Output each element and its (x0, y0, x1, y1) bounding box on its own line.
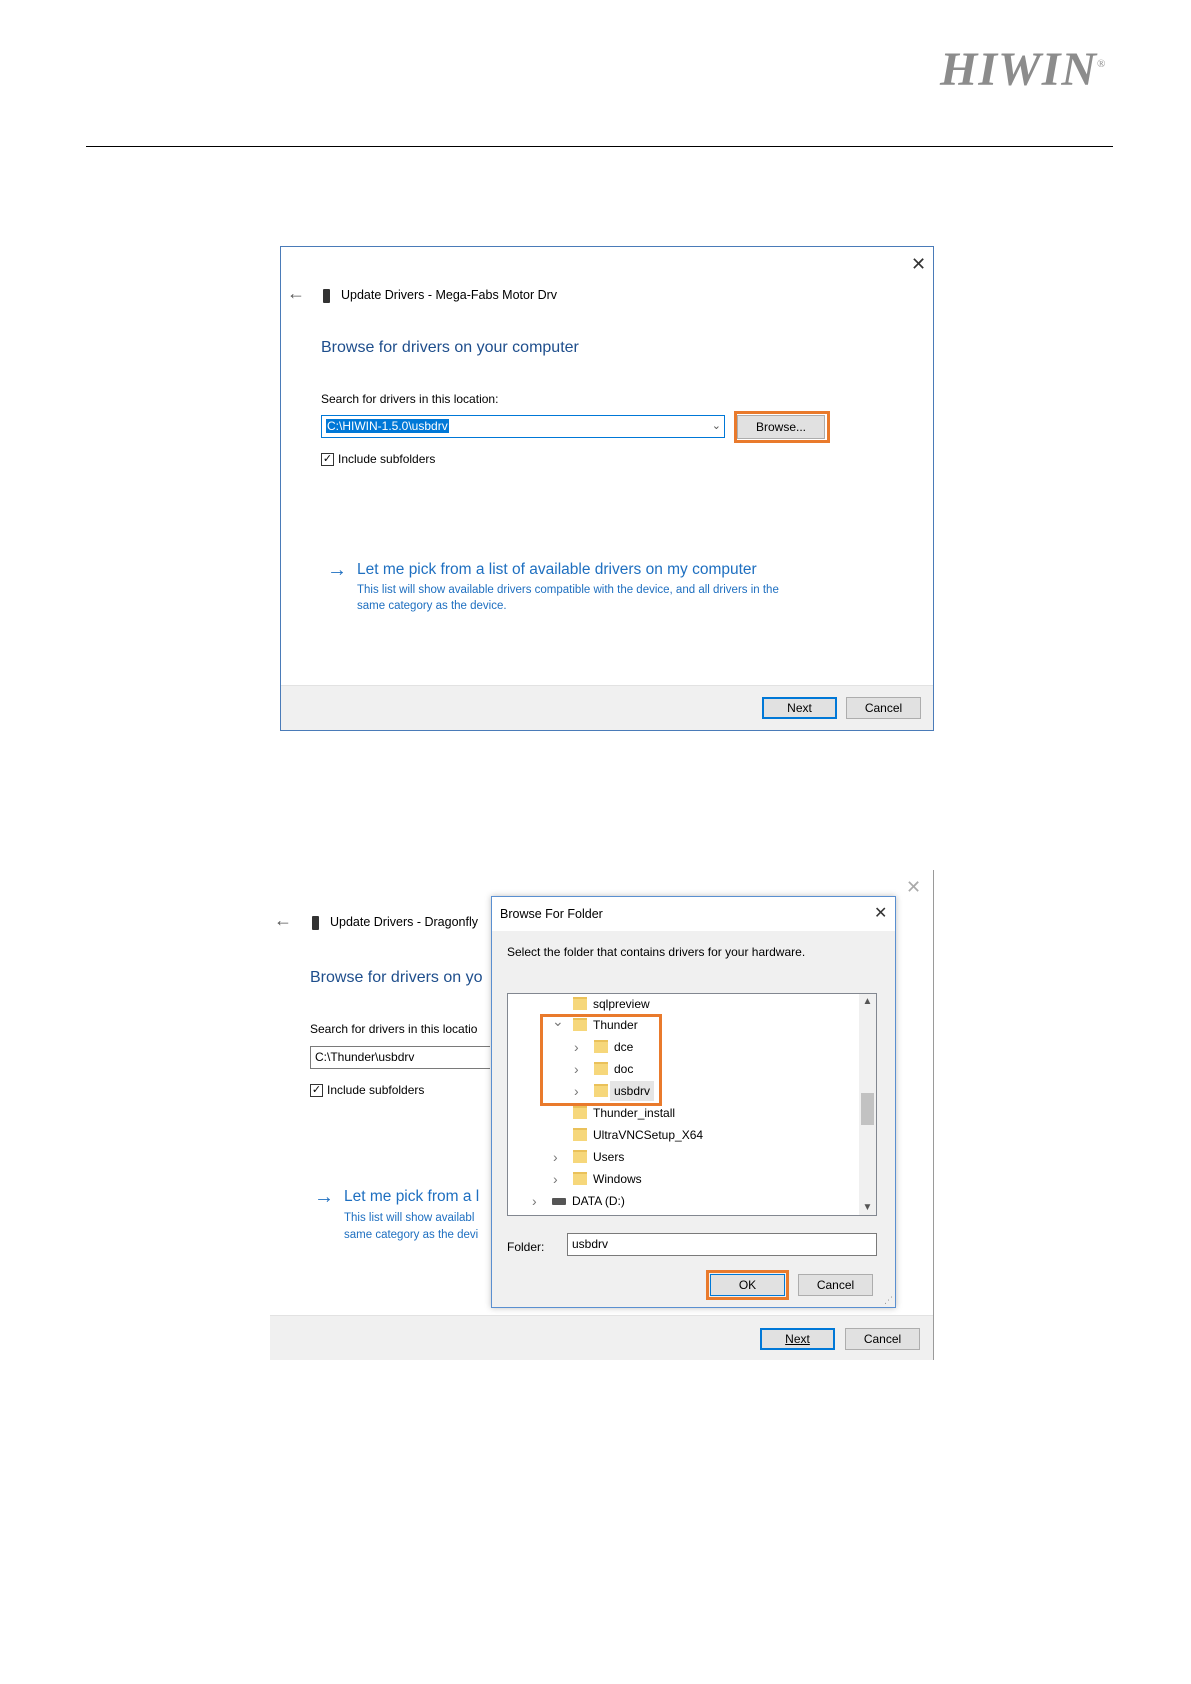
drive-icon (552, 1198, 566, 1205)
driver-path-input[interactable]: C:\Thunder\usbdrv (310, 1046, 490, 1069)
title-bar (492, 897, 895, 931)
arrow-right-icon: → (327, 559, 347, 581)
tree-item[interactable]: UltraVNCSetup_X64 (508, 1125, 858, 1145)
chevron-right-icon[interactable]: › (553, 1171, 558, 1187)
pick-driver-link[interactable]: Let me pick from a l (344, 1188, 480, 1205)
cancel-button[interactable]: Cancel (845, 1328, 920, 1350)
dialog-title: Browse For Folder (500, 907, 603, 921)
browse-button[interactable]: Browse... (737, 415, 825, 439)
pick-driver-desc-2: same category as the device. (357, 600, 507, 612)
back-arrow-icon[interactable]: ← (287, 283, 305, 303)
arrow-right-icon: → (314, 1186, 334, 1208)
close-icon[interactable]: ✕ (906, 877, 922, 897)
chevron-down-icon[interactable]: ⌄ (552, 1013, 564, 1029)
update-drivers-dialog-1 (280, 246, 934, 731)
folder-icon (573, 1106, 587, 1119)
instruction-text: Select the folder that contains drivers for your hardware. (507, 945, 806, 959)
device-icon (312, 916, 319, 930)
resize-grip-icon[interactable]: ⋰ (884, 1295, 893, 1305)
folder-icon (573, 1172, 587, 1185)
chevron-right-icon[interactable]: › (574, 1039, 579, 1055)
folder-icon (573, 1150, 587, 1163)
dialog-footer (281, 685, 933, 730)
tree-item[interactable]: Thunder_install (508, 1103, 858, 1123)
search-location-label: Search for drivers in this locatio (310, 1022, 478, 1036)
scroll-thumb[interactable] (861, 1093, 874, 1125)
cancel-button[interactable]: Cancel (798, 1274, 873, 1296)
close-icon[interactable]: ✕ (911, 254, 927, 274)
pick-driver-desc-2: same category as the devi (344, 1229, 479, 1241)
device-icon (323, 289, 330, 303)
dialog-title: Update Drivers - Dragonfly (330, 915, 478, 929)
ok-highlight (706, 1270, 789, 1300)
scroll-down-icon[interactable]: ▼ (862, 1202, 873, 1213)
browse-highlight (734, 411, 830, 443)
path-text: C:\HIWIN-1.5.0\usbdrv (327, 419, 448, 433)
include-subfolders-label: Include subfolders (338, 452, 436, 466)
include-subfolders-checkbox[interactable]: ✓ (322, 453, 333, 465)
include-subfolders-checkbox[interactable]: ✓ (311, 1084, 322, 1096)
pick-driver-desc-1: This list will show availabl (344, 1212, 475, 1224)
cancel-button[interactable]: Cancel (846, 697, 921, 719)
driver-path-input[interactable] (321, 415, 725, 438)
tree-item[interactable]: › DATA (D:) (532, 1193, 625, 1209)
tree-scrollbar[interactable] (859, 994, 876, 1215)
folder-input[interactable]: usbdrv (567, 1233, 877, 1256)
dialog-footer (270, 1315, 933, 1360)
chevron-right-icon[interactable]: › (553, 1149, 558, 1165)
header-rule (86, 146, 1113, 147)
chevron-right-icon[interactable]: › (574, 1083, 579, 1099)
search-location-label: Search for drivers in this location: (321, 392, 499, 406)
pick-driver-link[interactable]: Let me pick from a list of available drivers on my computer (357, 561, 757, 578)
tree-item-selected[interactable]: › usbdrv (508, 1081, 858, 1101)
ok-button[interactable]: OK (710, 1274, 785, 1296)
folder-label: Folder: (507, 1240, 545, 1254)
page-heading: Browse for drivers on yo (310, 969, 483, 986)
close-icon[interactable]: ✕ (874, 905, 888, 922)
include-subfolders-label: Include subfolders (327, 1083, 425, 1097)
tree-item[interactable]: ⌄ Thunder (552, 1013, 638, 1032)
chevron-down-icon[interactable]: ⌄ (711, 420, 721, 432)
tree-item[interactable]: sqlpreview (508, 994, 858, 1014)
next-button[interactable]: Next (762, 697, 837, 719)
dialog-title: Update Drivers - Mega-Fabs Motor Drv (341, 288, 558, 302)
hiwin-logo: HIWIN® (940, 43, 1107, 96)
page-heading: Browse for drivers on your computer (321, 339, 579, 356)
next-button[interactable]: Next (760, 1328, 835, 1350)
pick-driver-desc-1: This list will show available drivers compatible with the device, and all drivers in the (357, 584, 779, 596)
tree-item[interactable]: › dce (574, 1039, 634, 1055)
chevron-right-icon[interactable]: › (532, 1193, 537, 1209)
tree-item[interactable]: › Windows (553, 1171, 642, 1187)
tree-item[interactable]: › Users (553, 1149, 625, 1165)
browse-for-folder-dialog (491, 896, 896, 1308)
back-arrow-icon[interactable]: ← (274, 910, 292, 930)
scroll-up-icon[interactable]: ▲ (862, 996, 873, 1007)
folder-icon (573, 997, 587, 1010)
tree-item[interactable]: › doc (574, 1061, 634, 1077)
folder-icon (573, 1128, 587, 1141)
chevron-right-icon[interactable]: › (574, 1061, 579, 1077)
thunder-tree-highlight (540, 1014, 662, 1106)
